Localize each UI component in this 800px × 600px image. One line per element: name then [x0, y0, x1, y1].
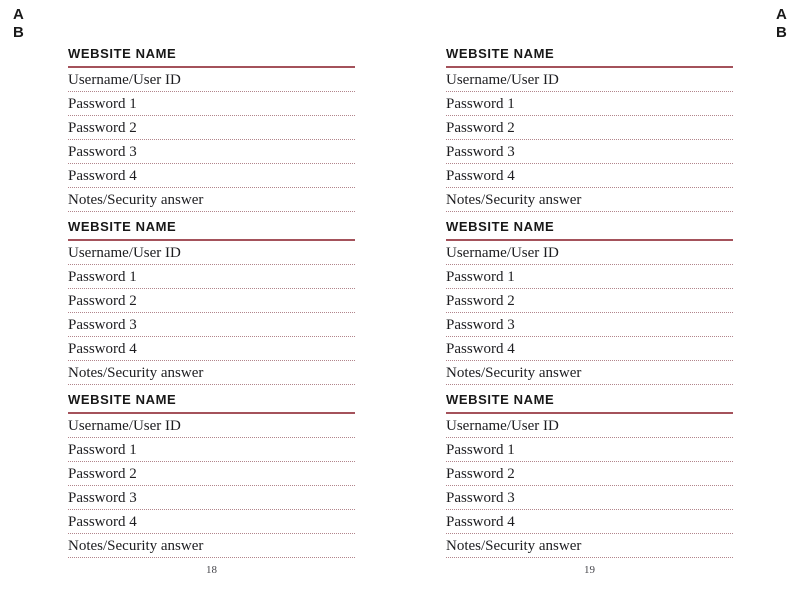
- field-label: Password 4: [446, 168, 515, 184]
- entry-block: [446, 392, 733, 558]
- write-in-row: [446, 534, 733, 558]
- write-in-row: [446, 265, 733, 289]
- index-tab-letter-b: B: [13, 24, 25, 41]
- write-in-row: [68, 140, 355, 164]
- write-in-row: [446, 140, 733, 164]
- write-in-row: [68, 534, 355, 558]
- entry-block: [68, 219, 355, 385]
- field-label: Password 1: [68, 442, 137, 458]
- index-tabs-left: [13, 6, 24, 42]
- write-in-row: [68, 462, 355, 486]
- field-label: Password 1: [446, 96, 515, 112]
- write-in-row: [446, 68, 733, 92]
- field-label: Password 3: [68, 144, 137, 160]
- write-in-row: [68, 414, 355, 438]
- write-in-row: [446, 414, 733, 438]
- field-label: Password 2: [446, 466, 515, 482]
- field-label: Password 2: [446, 293, 515, 309]
- field-label: Password 1: [446, 269, 515, 285]
- field-label: Notes/Security answer: [446, 538, 582, 554]
- field-label: Password 4: [446, 341, 515, 357]
- entry-block: [68, 46, 355, 212]
- field-label: Password 3: [446, 490, 515, 506]
- write-in-row: [68, 337, 355, 361]
- field-label: Password 3: [68, 317, 137, 333]
- write-in-row: [68, 313, 355, 337]
- field-label: Password 4: [68, 168, 137, 184]
- field-label: Username/User ID: [68, 418, 181, 434]
- entry-blocks: [446, 46, 733, 558]
- write-in-row: [68, 289, 355, 313]
- write-in-row: [68, 241, 355, 265]
- write-in-row: [446, 313, 733, 337]
- entry-block: [446, 46, 733, 212]
- field-label: Password 3: [68, 490, 137, 506]
- write-in-row: [68, 510, 355, 534]
- entry-block: [446, 219, 733, 385]
- page-left: [68, 46, 355, 600]
- write-in-row: [446, 289, 733, 313]
- write-in-row: [68, 361, 355, 385]
- write-in-row: [446, 92, 733, 116]
- field-label: Username/User ID: [446, 418, 559, 434]
- write-in-row: [68, 188, 355, 212]
- website-name-header: WEBSITE NAME: [446, 46, 733, 68]
- index-tab-letter-a: A: [775, 6, 787, 23]
- write-in-row: [68, 164, 355, 188]
- field-label: Notes/Security answer: [68, 192, 204, 208]
- write-in-row: [68, 265, 355, 289]
- field-label: Password 2: [68, 293, 137, 309]
- field-label: Password 4: [68, 341, 137, 357]
- write-in-row: [446, 116, 733, 140]
- website-name-header: WEBSITE NAME: [446, 219, 733, 241]
- field-label: Password 2: [68, 120, 137, 136]
- entry-blocks: [68, 46, 355, 558]
- entry-block: [68, 392, 355, 558]
- field-label: Password 3: [446, 144, 515, 160]
- write-in-row: [68, 68, 355, 92]
- field-label: Username/User ID: [68, 72, 181, 88]
- index-tabs-right: [776, 6, 787, 42]
- field-label: Password 4: [68, 514, 137, 530]
- field-label: Notes/Security answer: [446, 192, 582, 208]
- field-label: Password 1: [446, 442, 515, 458]
- write-in-row: [68, 486, 355, 510]
- website-name-header: WEBSITE NAME: [68, 46, 355, 68]
- field-label: Username/User ID: [68, 245, 181, 261]
- write-in-row: [446, 361, 733, 385]
- write-in-row: [446, 438, 733, 462]
- write-in-row: [446, 337, 733, 361]
- field-label: Password 2: [446, 120, 515, 136]
- write-in-row: [446, 241, 733, 265]
- write-in-row: [446, 486, 733, 510]
- write-in-row: [68, 438, 355, 462]
- field-label: Username/User ID: [446, 245, 559, 261]
- write-in-row: [446, 188, 733, 212]
- website-name-header: WEBSITE NAME: [446, 392, 733, 414]
- write-in-row: [68, 92, 355, 116]
- field-label: Password 1: [68, 269, 137, 285]
- field-label: Notes/Security answer: [68, 538, 204, 554]
- field-label: Password 1: [68, 96, 137, 112]
- write-in-row: [446, 164, 733, 188]
- index-tab-letter-b: B: [775, 24, 787, 41]
- index-tab-letter-a: A: [13, 6, 25, 23]
- write-in-row: [446, 462, 733, 486]
- website-name-header: WEBSITE NAME: [68, 219, 355, 241]
- field-label: Username/User ID: [446, 72, 559, 88]
- field-label: Notes/Security answer: [446, 365, 582, 381]
- write-in-row: [68, 116, 355, 140]
- page-number: 18: [206, 564, 217, 576]
- page-number: 19: [584, 564, 595, 576]
- field-label: Notes/Security answer: [68, 365, 204, 381]
- page-right: [446, 46, 733, 600]
- write-in-row: [446, 510, 733, 534]
- field-label: Password 4: [446, 514, 515, 530]
- website-name-header: WEBSITE NAME: [68, 392, 355, 414]
- field-label: Password 2: [68, 466, 137, 482]
- field-label: Password 3: [446, 317, 515, 333]
